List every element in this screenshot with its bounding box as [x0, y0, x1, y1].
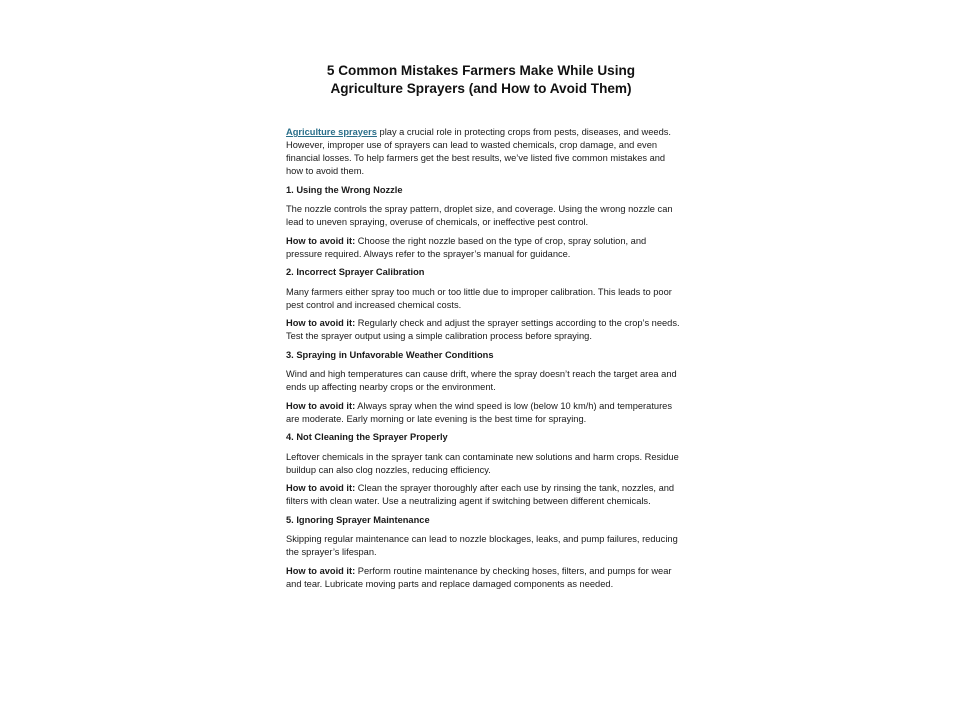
- avoid-text-2: Regularly check and adjust the sprayer settings according to the crop’s needs. Test the sprayer output using a simple calibration process before spraying.: [286, 318, 680, 341]
- section-heading-2: 2. Incorrect Sprayer Calibration: [286, 267, 425, 277]
- section-avoid-4: [286, 482, 681, 508]
- section-heading-1: 1. Using the Wrong Nozzle: [286, 184, 403, 195]
- section-body-2: Many farmers either spray too much or too little due to improper calibration. This leads to poor pest control and increased chemical costs.: [286, 286, 672, 310]
- avoid-label: How to avoid it:: [286, 400, 356, 411]
- avoid-text-3: Always spray when the wind speed is low (below 10 km/h) and temperatures are moderate. Early morning or late evening is the best time for spraying.: [286, 400, 672, 424]
- avoid-label: How to avoid it:: [286, 235, 356, 246]
- intro-paragraph: [286, 126, 681, 178]
- title-line-1: 5 Common Mistakes Farmers Make While Using: [326, 63, 636, 78]
- intro-text: play a crucial role in protecting crops from pests, diseases, and weeds. However, improper use of sprayers can lead to wasted chemicals, crop damage, and even financial losses. To help farmers get the best results, we’ve listed five common mistakes and how to avoid them.: [286, 127, 671, 176]
- section-avoid-1: [286, 235, 681, 261]
- section-avoid-5: [286, 565, 681, 591]
- section-avoid-3: [286, 400, 681, 426]
- document-body: [286, 126, 681, 596]
- avoid-text-1: Choose the right nozzle based on the type of crop, spray solution, and pressure required. Always refer to the sprayer’s manual for guidance.: [286, 235, 647, 259]
- avoid-label: How to avoid it:: [286, 483, 356, 493]
- section-body-3: Wind and high temperatures can cause drift, where the spray doesn’t reach the target area and ends up affecting nearby crops or the environment.: [286, 369, 677, 392]
- avoid-text-4: Clean the sprayer thoroughly after each use by rinsing the tank, nozzles, and filters with clean water. Use a neutralizing agent if switching between different chemicals.: [286, 483, 675, 506]
- avoid-label: How to avoid it:: [286, 318, 356, 328]
- section-heading-3: 3. Spraying in Unfavorable Weather Conditions: [286, 349, 494, 360]
- section-body-1: The nozzle controls the spray pattern, droplet size, and coverage. Using the wrong nozzle can lead to uneven spraying, overuse of chemicals, or ineffective pest control.: [286, 204, 673, 227]
- document-title: [233, 62, 729, 97]
- section-heading-4: 4. Not Cleaning the Sprayer Properly: [286, 432, 448, 442]
- agriculture-sprayers-link[interactable]: Agriculture sprayers: [286, 127, 377, 137]
- title-line-2: Agriculture Sprayers (and How to Avoid Them): [330, 80, 632, 96]
- avoid-label: How to avoid it:: [286, 565, 356, 576]
- section-heading-5: 5. Ignoring Sprayer Maintenance: [286, 514, 430, 525]
- section-body-4: Leftover chemicals in the sprayer tank can contaminate new solutions and harm crops. Residue buildup can also clog nozzles, reducing efficiency.: [286, 451, 679, 475]
- avoid-text-5: Perform routine maintenance by checking hoses, filters, and pumps for wear and tear. Lubricate moving parts and replace damaged components as needed.: [286, 565, 672, 589]
- document-page: [233, 22, 729, 712]
- section-avoid-2: [286, 317, 681, 343]
- section-body-5: Skipping regular maintenance can lead to nozzle blockages, leaks, and pump failures, reducing the sprayer’s lifespan.: [286, 534, 678, 557]
